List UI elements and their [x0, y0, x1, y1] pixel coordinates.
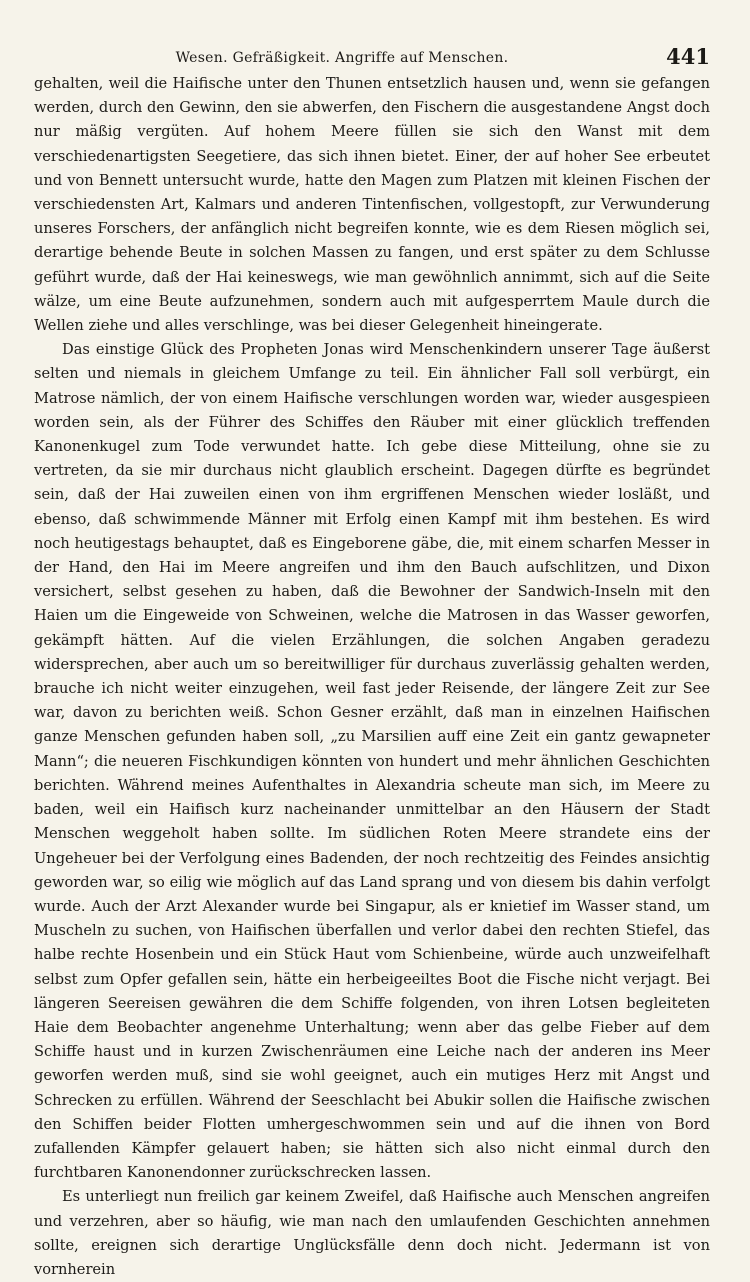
running-head: Wesen. Gefräßigkeit. Angriffe auf Menschen.	[175, 50, 509, 66]
body-text	[34, 72, 710, 1282]
page-number: 441	[666, 44, 710, 69]
paragraph-2: Das einstige Glück des Propheten Jonas wird Menschenkindern unserer Tage äußerst selten und niemals in gleichem Umfange zu teil. Ein ähnlicher Fall soll verbürgt, ein Matrose nämlich, der von einem Haifische verschlungen worden war, wieder ausgespieen worden sein, als der Führer des Schiffes den Räuber mit einer glücklich treffenden Kanonenkugel zum Tode verwundet hatte. Ich gebe diese Mitteilung, ohne sie zu vertreten, da sie mir durchaus nicht glaublich erscheint. Dagegen dürfte es begründet sein, daß der Hai zuweilen einen von ihm ergriffenen Menschen wieder losläßt, und ebenso, daß schwimmende Männer mit Erfolg einen Kampf mit ihm bestehen. Es wird noch heutigestags behauptet, daß es Eingeborene gäbe, die, mit einem scharfen Messer in der Hand, den Hai im Meere angreifen und ihm den Bauch aufschlitzen, und Dixon versichert, selbst gesehen zu haben, daß die Bewohner der Sandwich-Inseln mit den Haien um die Eingeweide von Schweinen, welche die Matrosen in das Wasser geworfen, gekämpft hätten. Auf die vielen Erzählungen, die solchen Angaben geradezu widersprechen, aber auch um so bereitwilliger für durchaus zuverlässig gehalten werden, brauche ich nicht weiter einzugehen, weil fast jeder Reisende, der längere Zeit zur See war, davon zu berichten weiß. Schon Gesner erzählt, daß man in einzelnen Haifischen ganze Menschen gefunden haben soll, „zu Marsilien auff eine Zeit ein gantz gewapneter Mann“; die neueren Fischkundigen könnten von hundert und mehr ähnlichen Geschichten berichten. Während meines Aufenthaltes in Alexandria scheute man sich, im Meere zu baden, weil ein Haifisch kurz nacheinander unmittelbar an den Häusern der Stadt Menschen weggeholt haben sollte. Im südlichen Roten Meere strandete eins der Ungeheuer bei der Verfolgung eines Badenden, der noch rechtzeitig des Feindes ansichtig geworden war, so eilig wie möglich auf das Land sprang und von diesem bis dahin verfolgt wurde. Auch der Arzt Alexander wurde bei Singapur, als er knietief im Wasser stand, um Muscheln zu suchen, von Haifischen überfallen und verlor dabei den rechten Stiefel, das halbe rechte Hosenbein und ein Stück Haut vom Schienbeine, würde auch unzweifelhaft selbst zum Opfer gefallen sein, hätte ein herbeigeeiltes Boot die Fische nicht verjagt. Bei längeren Seereisen gewähren die dem Schiffe folgenden, von ihren Lotsen begleiteten Haie dem Beobachter angenehme Unterhaltung; wenn aber das gelbe Fieber auf dem Schiffe haust und in kurzen Zwischenräumen eine Leiche nach der anderen ins Meer geworfen werden muß, sind sie wohl geeignet, auch ein mutiges Herz mit Angst und Schrecken zu erfüllen. Während der Seeschlacht bei Abukir sollen die Haifische zwischen den Schiffen beider Flotten umhergeschwommen sein und auf die ihnen von Bord zufallenden Kämpfer gelauert haben; sie hätten sich also nicht einmal durch den furchtbaren Kanonendonner zurückschrecken lassen.	[34, 341, 710, 1182]
paragraph-3: Es unterliegt nun freilich gar keinem Zweifel, daß Haifische auch Menschen angreifen und verzehren, aber so häufig, wie man nach den umlaufenden Geschichten annehmen sollte, ereignen sich derartige Unglücksfälle denn doch nicht. Jedermann ist von vornherein	[34, 1188, 710, 1278]
paragraph-1: gehalten, weil die Haifische unter den Thunen entsetzlich hausen und, wenn sie gefangen werden, durch den Gewinn, den sie abwerfen, den Fischern die ausgestandene Angst doch nur mäßig vergüten. Auf hohem Meere füllen sie sich den Wanst mit dem verschiedenartigsten Seegetiere, das sich ihnen bietet. Einer, der auf hoher See erbeutet und von Bennett untersucht wurde, hatte den Magen zum Platzen mit kleinen Fischen der verschiedensten Art, Kalmars und anderen Tintenfischen, vollgestopft, zur Verwunderung unseres Forschers, der anfänglich nicht begreifen konnte, wie es dem Riesen möglich sei, derartige behende Beute in solchen Massen zu fangen, und erst später zu dem Schlusse geführt wurde, daß der Hai keineswegs, wie man gewöhnlich annimmt, sich auf die Seite wälze, um eine Beute aufzunehmen, sondern auch mit aufgesperrtem Maule durch die Wellen ziehe und alles verschlinge, was bei dieser Gelegenheit hineingerate.	[34, 75, 710, 335]
